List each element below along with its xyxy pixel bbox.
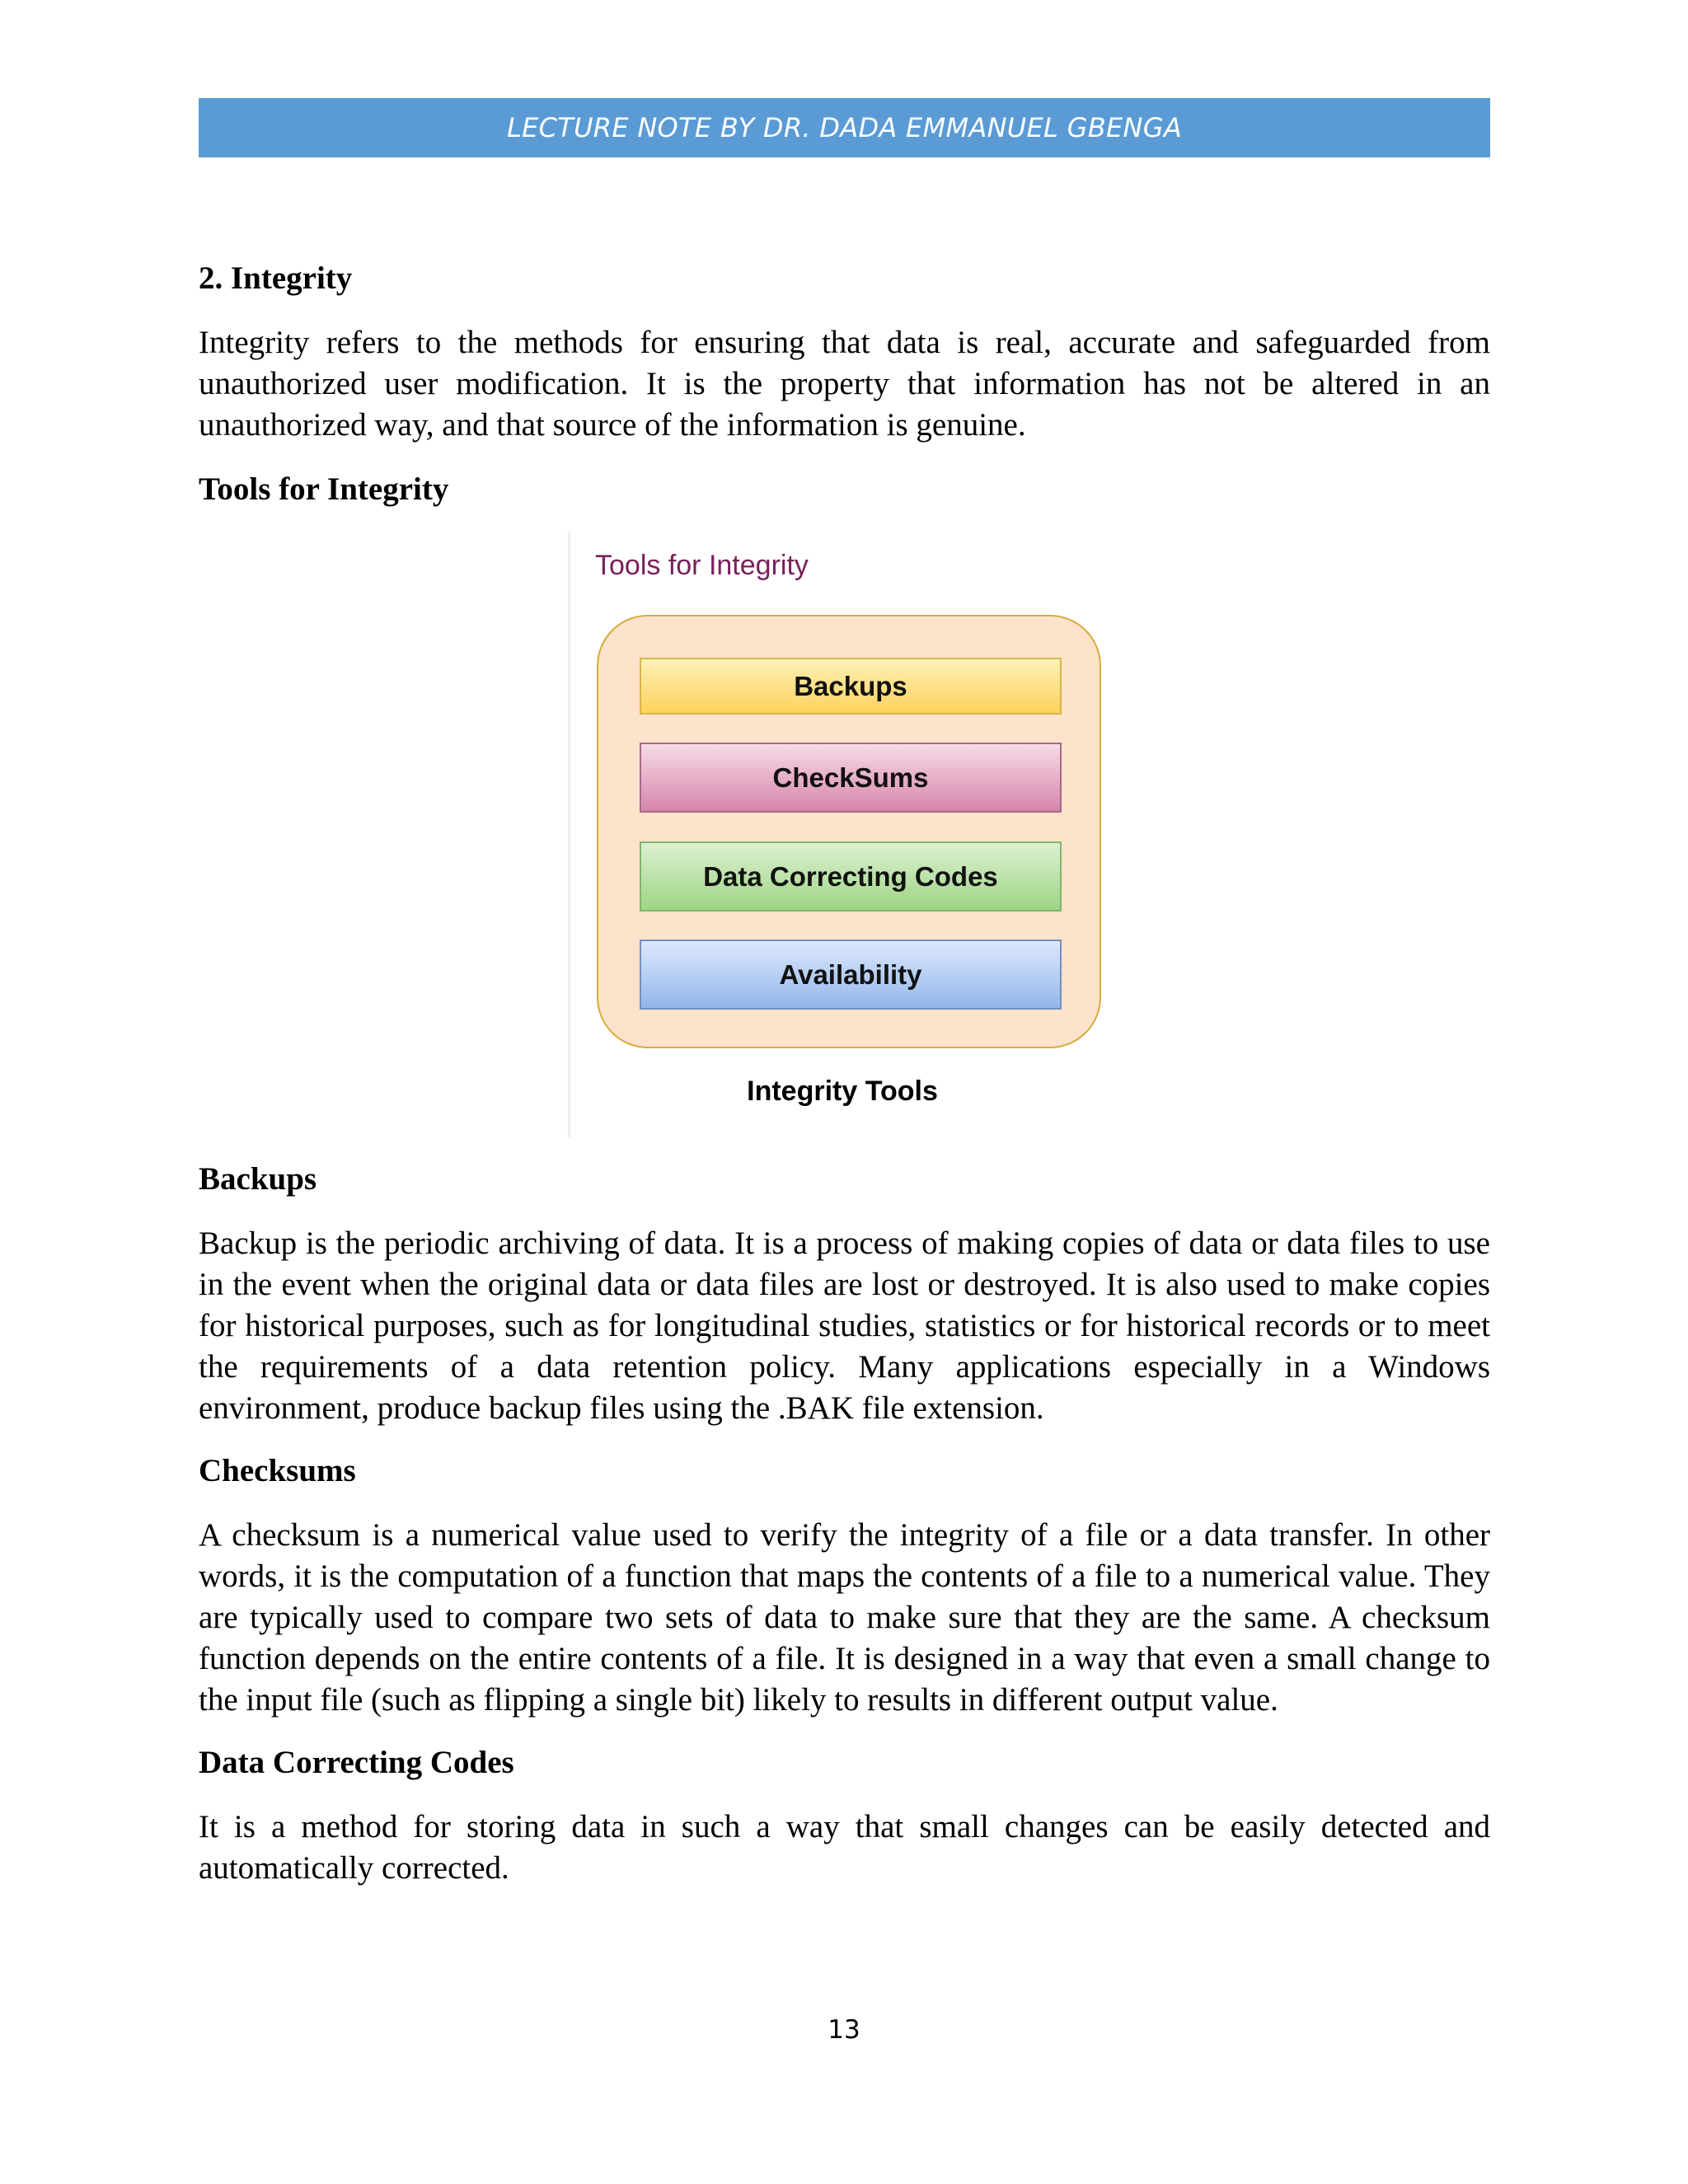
integrity-section [199,258,1490,299]
checksums-paragraph: A checksum is a numerical value used to verify the integrity of a file or a data transfer. In other words, it is the computation of a function that maps the contents of a file to a numerical value. They are typically used to compare two sets of data to make sure that they are the same. A checksum function depends on the entire contents of a file. It is designed in a way that even a small change to the input file (such as flipping a single bit) likely to results in different output value. [199,1517,1490,1718]
data-correcting-codes-paragraph-block [199,1807,1490,1889]
tools-heading-block [199,469,1490,510]
page-number: 13 [828,2015,860,2045]
tool-checksums: CheckSums [640,743,1062,813]
backups-paragraph: Backup is the periodic archiving of data. It is a process of making copies of data or data files to use in the event when the original data or data files are lost or destroyed. It is also used to make copies for historical purposes, such as for longitudinal studies, statistics or for historical records or to meet the requirements of a data retention policy. Many applications especially in a Windows environment, produce backup files using the .BAK file extension. [199,1226,1490,1426]
figure-caption: Integrity Tools [747,1076,938,1107]
checksums-section [199,1451,1490,1492]
tool-backups: Backups [640,658,1062,715]
section-heading: 2. Integrity [199,260,353,296]
integrity-tools-figure [568,532,1112,1137]
data-correcting-codes-paragraph: It is a method for storing data in such a way that small changes can be easily detected and automatically corrected. [199,1809,1490,1886]
data-correcting-codes-heading: Data Correcting Codes [199,1745,514,1780]
tool-data-correcting-codes: Data Correcting Codes [640,841,1062,912]
backups-section [199,1159,1490,1200]
figure-title: Tools for Integrity [595,550,809,581]
tool-availability: Availability [640,940,1062,1010]
tools-frame [597,615,1101,1048]
data-correcting-codes-section [199,1742,1490,1783]
checksums-heading: Checksums [199,1453,356,1488]
backups-paragraph-block [199,1223,1490,1429]
header-title: LECTURE NOTE BY DR. DADA EMMANUEL GBENGA [506,112,1183,143]
integrity-paragraph: Integrity refers to the methods for ensuring that data is real, accurate and safeguarded from unauthorized user modification. It is the property that information has not be altered in an unauthorized way, and that source of the information is genuine. [199,325,1490,443]
integrity-paragraph-block [199,322,1490,446]
tools-heading: Tools for Integrity [199,471,449,507]
checksums-paragraph-block [199,1515,1490,1721]
page-header [199,98,1490,157]
backups-heading: Backups [199,1161,317,1197]
